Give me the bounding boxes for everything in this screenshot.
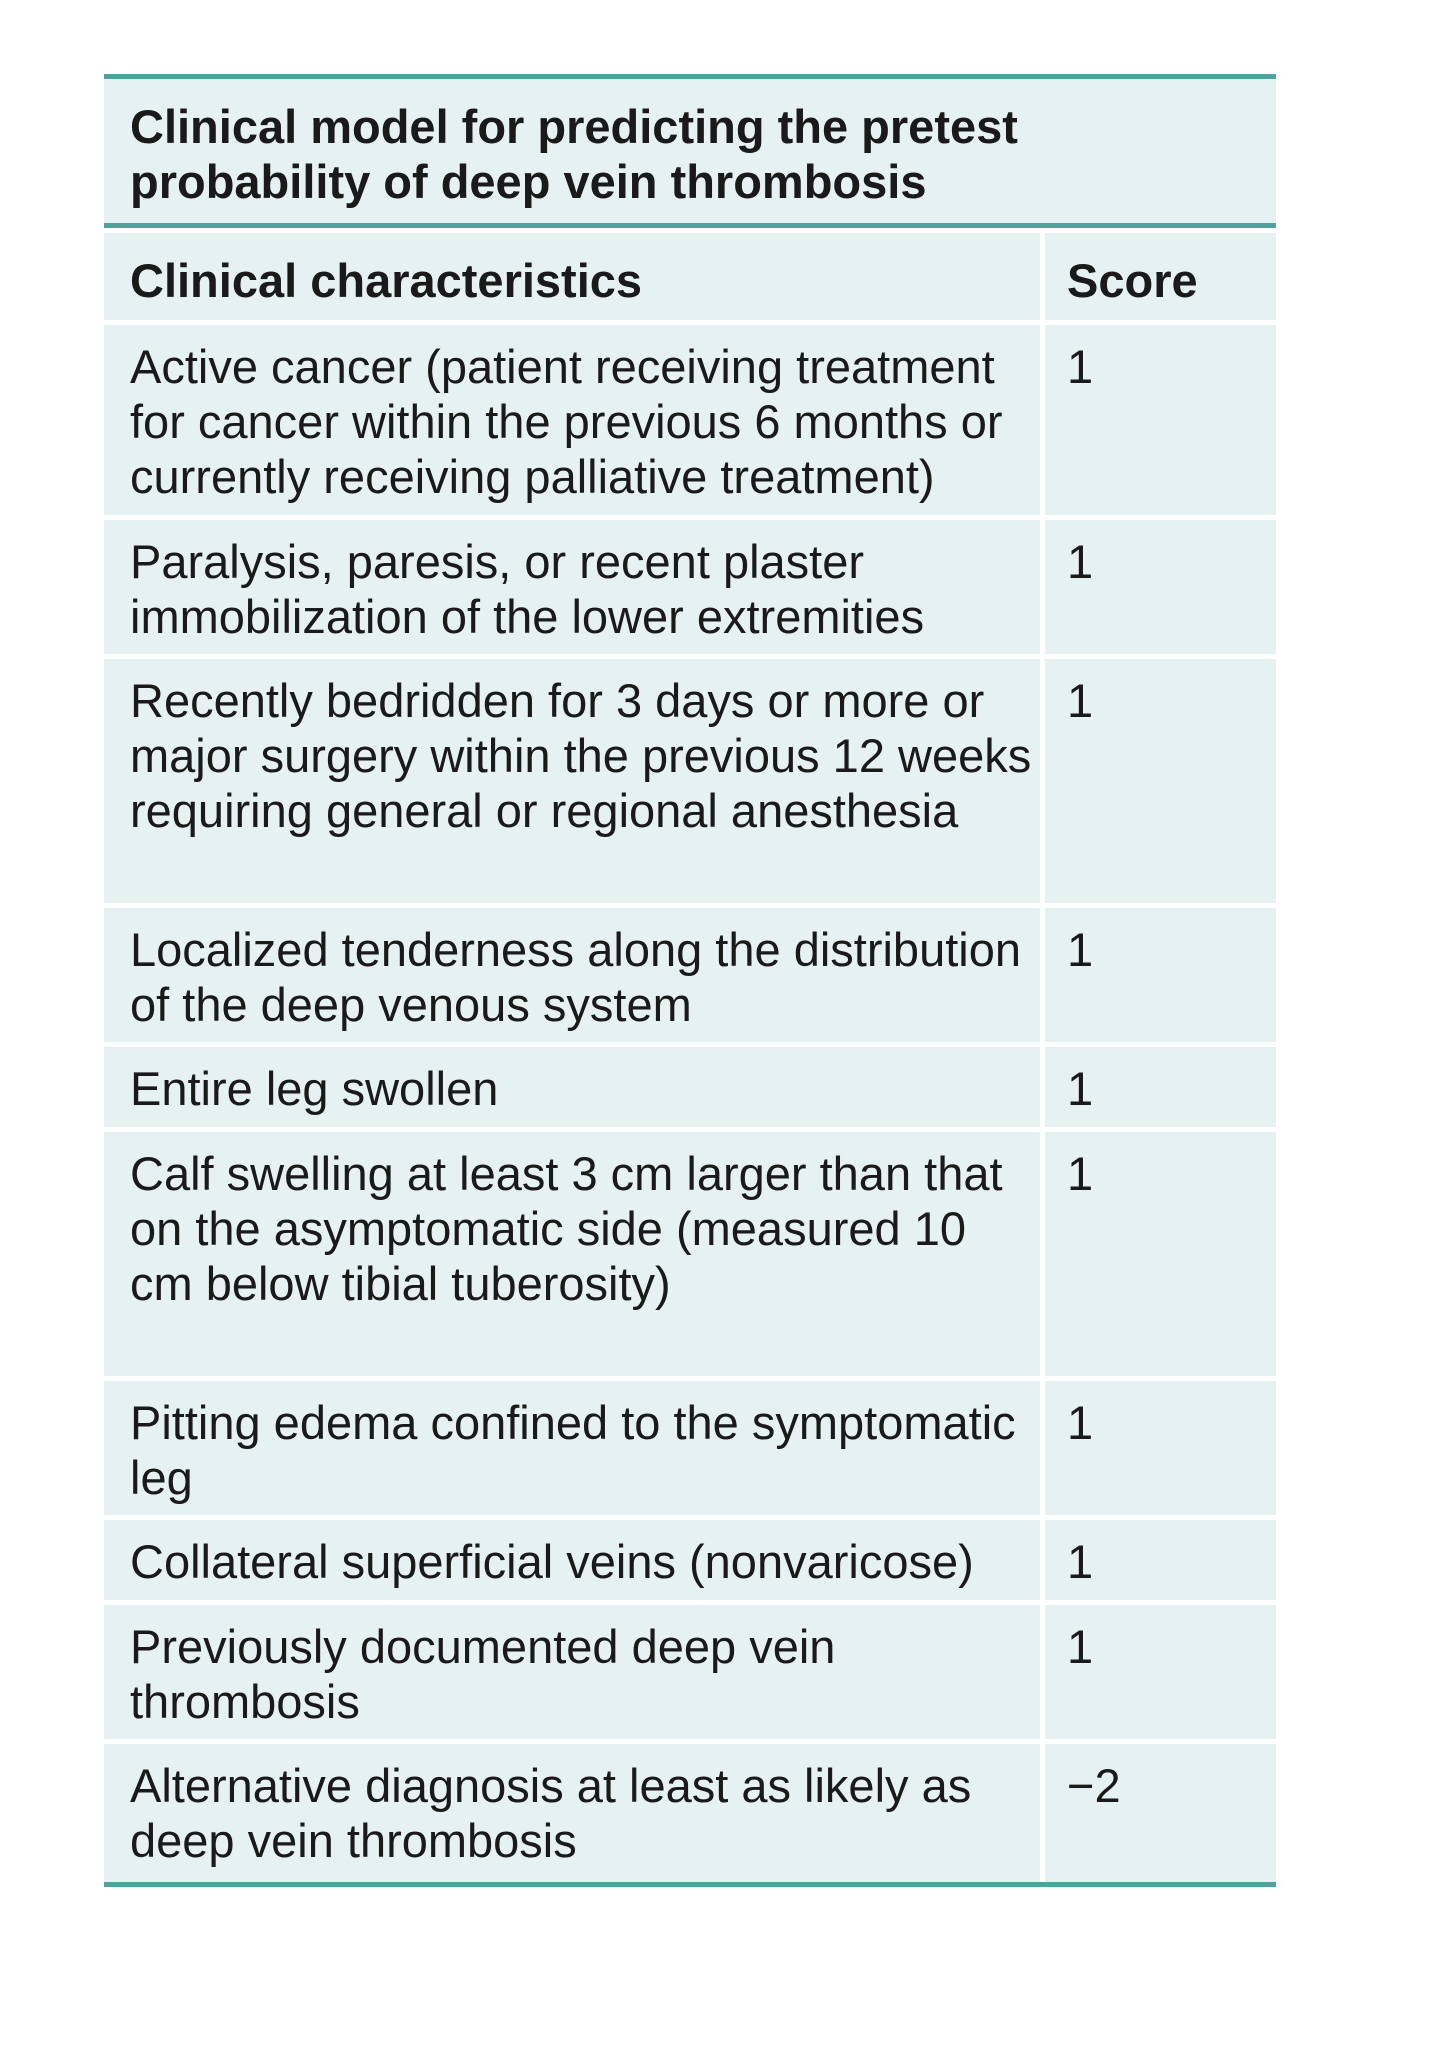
characteristic-cell: Alternative diagnosis at least as likely as deep vein thrombosis	[104, 1744, 1040, 1882]
table-row	[104, 520, 1276, 654]
score-cell: 1	[1045, 1520, 1276, 1600]
table-row	[104, 659, 1276, 903]
score-cell: 1	[1045, 1047, 1276, 1127]
table-row	[104, 1047, 1276, 1127]
table-row	[104, 908, 1276, 1042]
score-cell: −2	[1045, 1744, 1276, 1882]
characteristic-cell: Recently bedridden for 3 days or more or major surgery within the previous 12 weeks requiring general or regional anesthesia	[104, 659, 1040, 903]
score-cell: 1	[1045, 520, 1276, 654]
bottom-rule	[104, 1882, 1276, 1887]
score-cell: 1	[1045, 325, 1276, 515]
characteristic-cell: Previously documented deep vein thrombosis	[104, 1605, 1040, 1739]
score-cell: 1	[1045, 908, 1276, 1042]
characteristic-cell: Paralysis, paresis, or recent plaster immobilization of the lower extremities	[104, 520, 1040, 654]
score-cell: 1	[1045, 659, 1276, 903]
table-row	[104, 1132, 1276, 1376]
dvt-pretest-table	[104, 74, 1276, 1887]
score-cell: 1	[1045, 1605, 1276, 1739]
characteristic-cell: Entire leg swollen	[104, 1047, 1040, 1127]
characteristic-cell: Active cancer (patient receiving treatment for cancer within the previous 6 months or currently receiving palliative treatment)	[104, 325, 1040, 515]
table-row	[104, 325, 1276, 515]
table-row	[104, 1605, 1276, 1739]
characteristic-cell: Localized tenderness along the distribution of the deep venous system	[104, 908, 1040, 1042]
table-row	[104, 1744, 1276, 1882]
characteristic-cell: Collateral superficial veins (nonvaricose)	[104, 1520, 1040, 1600]
characteristic-cell: Calf swelling at least 3 cm larger than that on the asymptomatic side (measured 10 cm below tibial tuberosity)	[104, 1132, 1040, 1376]
column-header-score: Score	[1045, 233, 1276, 320]
table-title: Clinical model for predicting the pretest probability of deep vein thrombosis	[104, 74, 1276, 228]
table-row	[104, 1381, 1276, 1515]
column-header-characteristics: Clinical characteristics	[104, 233, 1040, 320]
score-cell: 1	[1045, 1381, 1276, 1515]
characteristic-cell: Pitting edema confined to the symptomatic leg	[104, 1381, 1040, 1515]
table-header-row	[104, 233, 1276, 320]
score-cell: 1	[1045, 1132, 1276, 1376]
table-row	[104, 1520, 1276, 1600]
